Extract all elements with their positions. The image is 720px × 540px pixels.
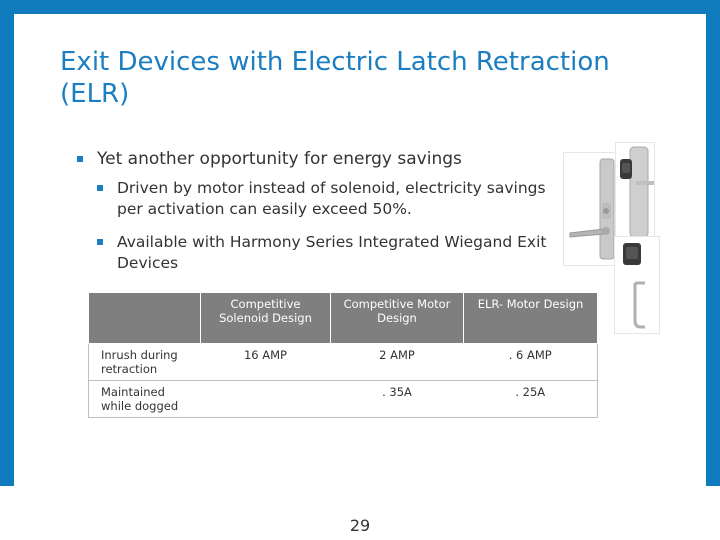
table-header-cell: Competitive Motor Design — [331, 293, 464, 344]
comparison-table — [88, 292, 598, 418]
bullet-sub-1: Driven by motor instead of solenoid, electricity savings per activation can easily exceed 50%. — [75, 178, 565, 220]
slide-title: Exit Devices with Electric Latch Retraction (ELR) — [60, 47, 610, 109]
table-cell — [201, 381, 331, 418]
table-header-cell: Competitive Solenoid Design — [201, 293, 331, 344]
table-header-cell: ELR- Motor Design — [464, 293, 598, 344]
table-cell: Inrush during retraction — [89, 344, 201, 381]
exit-device-reader-icon — [615, 142, 655, 242]
table-row — [89, 344, 598, 381]
table-cell: . 6 AMP — [464, 344, 598, 381]
table-cell: . 25A — [464, 381, 598, 418]
table-cell: 16 AMP — [201, 344, 331, 381]
exit-device-pull-icon — [614, 236, 660, 334]
table-cell: Maintained while dogged — [89, 381, 201, 418]
table-cell: . 35A — [331, 381, 464, 418]
bullet-sub-2: Available with Harmony Series Integrated Wiegand Exit Devices — [75, 232, 565, 274]
page-number: 29 — [349, 516, 371, 535]
table-cell: 2 AMP — [331, 344, 464, 381]
exit-device-lever-icon — [563, 152, 621, 266]
bullet-list — [75, 148, 565, 274]
table-header-cell — [89, 293, 201, 344]
bullet-main: Yet another opportunity for energy savings — [75, 148, 565, 170]
table-row — [89, 381, 598, 418]
table-header-row — [89, 293, 598, 344]
